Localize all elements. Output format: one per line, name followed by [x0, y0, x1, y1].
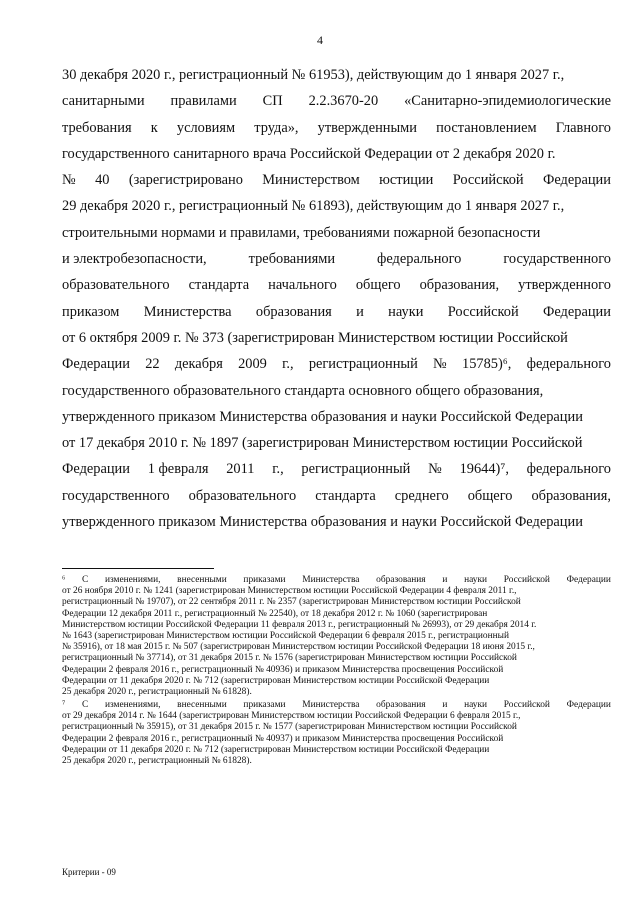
body-word: 2009 — [238, 356, 267, 373]
body-word: стандарта — [315, 487, 376, 504]
body-word: правилами — [170, 93, 237, 110]
body-line — [62, 404, 611, 430]
footnote-word: науки — [464, 700, 488, 711]
body-word: Федерации — [62, 461, 130, 478]
footnote-word: 25 декабря 2020 г., регистрационный № 61828). — [62, 686, 252, 697]
body-word: федерального — [377, 251, 462, 268]
footnote-word: от 26 ноября 2010 г. № 1241 (зарегистрирован Министерством юстиции Российской Федерации 4 февраля 2011 г., — [62, 586, 517, 597]
footnote-line — [62, 700, 611, 711]
body-word: Главного — [555, 119, 611, 136]
footnote-word: изменениями, — [104, 575, 161, 585]
body-word: федерального — [526, 461, 611, 478]
footnote-line — [62, 620, 611, 631]
body-word: г., — [272, 461, 284, 478]
footnote-line — [62, 586, 611, 597]
body-word: (зарегистрировано — [128, 172, 243, 189]
body-word: 29 декабря 2020 г., регистрационный № 61893), действующим до 1 января 2027 г., — [62, 198, 565, 215]
body-word: общего — [355, 277, 401, 294]
footnote-word: Министерством юстиции Российской Федерации 11 февраля 2013 г., регистрационный № 26993), от 29 декабря 2014 г. — [62, 619, 537, 630]
footnote-word: № 1643 (зарегистрирован Министерством юстиции Российской Федерации 6 февраля 2015 г., регистрационный — [62, 630, 509, 641]
footer-label: Критерии - 09 — [62, 867, 116, 877]
footnote-line — [62, 665, 611, 676]
body-text — [62, 62, 611, 535]
body-word: утвержденного приказом Министерства образования и науки Российской Федерации — [62, 408, 583, 425]
footnote-word: науки — [464, 575, 488, 585]
footnote-7 — [62, 700, 611, 767]
body-line — [62, 62, 611, 88]
body-word: 2011 — [226, 461, 255, 478]
body-word: государственного — [62, 487, 170, 504]
footnote-word: Федерации 12 декабря 2011 г., регистрационный № 22540), от 18 декабря 2012 г. № 1060 (зарегистрирован — [62, 608, 488, 619]
body-word: 15785)⁶, — [462, 356, 512, 373]
footnote-line — [62, 575, 611, 586]
footnote-word: С — [81, 700, 89, 711]
body-word: общего — [467, 487, 513, 504]
body-line — [62, 193, 611, 219]
footnote-word: Министерства — [302, 700, 360, 711]
body-word: 40 — [95, 172, 110, 189]
footnote-word: Федерации — [566, 575, 611, 585]
body-word: от 6 октября 2009 г. № 373 (зарегистрирован Министерством юстиции Российской — [62, 329, 568, 346]
footnotes — [62, 575, 611, 769]
footnote-word: ⁶ — [62, 575, 66, 585]
body-line — [62, 246, 611, 272]
body-word: утвержденного приказом Министерства образования и науки Российской Федерации — [62, 514, 583, 531]
body-word: 22 — [145, 356, 160, 373]
body-word: Российской — [452, 172, 524, 189]
body-word: 19644)⁷, — [459, 461, 509, 478]
footnote-word: регистрационный № 37714), от 31 декабря 2015 г. № 1576 (зарегистрирован Министерством юстиции Российской — [62, 653, 517, 664]
body-word: стандарта — [188, 277, 250, 294]
footnote-line — [62, 687, 611, 698]
footnote-word: Федерации от 11 декабря 2020 г. № 712 (зарегистрирован Министерством юстиции Российской Федерации — [62, 744, 490, 755]
footnote-line — [62, 609, 611, 620]
body-line — [62, 483, 611, 509]
body-word: труда», — [254, 119, 299, 136]
footnote-word: Российской — [503, 700, 550, 711]
body-line — [62, 167, 611, 193]
footnote-6 — [62, 575, 611, 698]
footnote-word: от 29 декабря 2014 г. № 1644 (зарегистрирован Министерством юстиции Российской Федерации 6 февраля 2015 г., — [62, 711, 521, 722]
body-word: регистрационный — [308, 356, 418, 373]
footnote-separator — [62, 568, 214, 569]
body-line — [62, 378, 611, 404]
body-word: санитарными — [62, 93, 145, 110]
page-number: 4 — [317, 33, 323, 47]
body-word: № — [433, 356, 447, 373]
body-word: среднего — [394, 487, 449, 504]
body-word: Федерации — [62, 356, 130, 373]
footnote-word: Федерации 2 февраля 2016 г., регистрационный № 40936) и приказом Министерства просвещения Российской — [62, 664, 504, 675]
body-line — [62, 509, 611, 535]
body-word: образования — [255, 303, 332, 320]
footnote-word: Федерации — [566, 700, 611, 711]
body-word: образовательного — [62, 277, 170, 294]
footnote-line — [62, 756, 611, 767]
footnote-word: образования — [376, 575, 426, 585]
footnote-line — [62, 631, 611, 642]
footnote-word: и — [442, 575, 448, 585]
body-word: г., — [282, 356, 294, 373]
footnote-line — [62, 734, 611, 745]
footnote-word: Министерства — [302, 575, 360, 585]
body-word: к — [150, 119, 158, 136]
body-line — [62, 351, 611, 377]
body-word: 1 февраля — [147, 461, 209, 478]
body-line — [62, 299, 611, 325]
body-word: науки — [388, 303, 424, 320]
body-word: 30 декабря 2020 г., регистрационный № 61953), действующим до 1 января 2027 г., — [62, 67, 565, 83]
body-word: государственного санитарного врача Российской Федерации от 2 декабря 2020 г. — [62, 145, 556, 162]
footnote-word: изменениями, — [104, 700, 161, 711]
body-line — [62, 88, 611, 114]
body-word: постановлением — [436, 119, 537, 136]
footnote-gap — [62, 767, 611, 769]
body-word: от 17 декабря 2010 г. № 1897 (зарегистрирован Министерством юстиции Российской — [62, 435, 583, 452]
footnote-line — [62, 676, 611, 687]
body-line — [62, 272, 611, 298]
body-word: СП — [262, 93, 283, 110]
body-word: государственного — [503, 251, 611, 268]
footnote-line — [62, 711, 611, 722]
body-word: приказом — [62, 303, 120, 320]
footnote-word: 25 декабря 2020 г., регистрационный № 61828). — [62, 756, 252, 766]
body-word: и электробезопасности, — [62, 251, 207, 268]
footnote-word: образования — [376, 700, 426, 711]
footnote-word: ⁷ — [62, 700, 66, 711]
body-word: № — [428, 461, 442, 478]
footnote-line — [62, 597, 611, 608]
body-line — [62, 141, 611, 167]
footnote-word: Федерации 2 февраля 2016 г., регистрационный № 40937) и приказом Министерства просвещения Российской — [62, 733, 504, 744]
body-line — [62, 115, 611, 141]
footnote-word: Федерации от 11 декабря 2020 г. № 712 (зарегистрирован Министерством юстиции Российской Федерации — [62, 675, 490, 686]
footnote-word: Российской — [503, 575, 550, 585]
footnote-line — [62, 642, 611, 653]
body-word: условиям — [176, 119, 236, 136]
body-line — [62, 430, 611, 456]
body-line — [62, 456, 611, 482]
body-word: «Санитарно-эпидемиологические — [404, 93, 611, 110]
body-word: государственного образовательного стандарта основного общего образования, — [62, 382, 544, 399]
body-line — [62, 325, 611, 351]
footnote-word: приказами — [243, 700, 286, 711]
body-word: Федерации — [542, 172, 611, 189]
body-word: юстиции — [379, 172, 434, 189]
body-word: и — [356, 303, 364, 320]
body-word: регистрационный — [301, 461, 411, 478]
footnote-line — [62, 653, 611, 664]
body-word: требования — [62, 119, 132, 136]
footnote-word: внесенными — [177, 700, 227, 711]
footnote-word: регистрационный № 35915), от 31 декабря 2015 г. № 1577 (зарегистрирован Министерством юстиции Российской — [62, 722, 517, 733]
footnote-word: и — [442, 700, 448, 711]
footnote-word: № 35916), от 18 мая 2015 г. № 507 (зарегистрирован Министерством юстиции Российской Федерации 18 июня 2015 г., — [62, 642, 535, 653]
body-word: Российской — [447, 303, 519, 320]
footnote-word: внесенными — [177, 575, 227, 585]
body-word: начального — [268, 277, 337, 294]
footnote-word: С — [81, 575, 89, 585]
footnote-word: регистрационный № 19707), от 22 сентября 2011 г. № 2357 (зарегистрирован Министерством юстиции Российской — [62, 597, 521, 608]
footnote-line — [62, 722, 611, 733]
body-word: 2.2.3670-20 — [308, 93, 379, 110]
body-word: федерального — [526, 356, 611, 373]
body-word: утвержденными — [317, 119, 417, 136]
footnote-line — [62, 745, 611, 756]
body-word: образования, — [531, 487, 611, 504]
body-word: декабря — [174, 356, 223, 373]
body-word: образования, — [419, 277, 500, 294]
body-word: Министерством — [262, 172, 360, 189]
body-word: Министерства — [143, 303, 232, 320]
body-word: образовательного — [188, 487, 297, 504]
body-word: № — [62, 172, 76, 189]
body-word: Федерации — [542, 303, 611, 320]
body-word: строительными нормами и правилами, требованиями пожарной безопасности — [62, 224, 541, 241]
body-word: требованиями — [248, 251, 336, 268]
footnote-word: приказами — [243, 575, 286, 585]
body-word: утвержденного — [518, 277, 611, 294]
body-line — [62, 220, 611, 246]
